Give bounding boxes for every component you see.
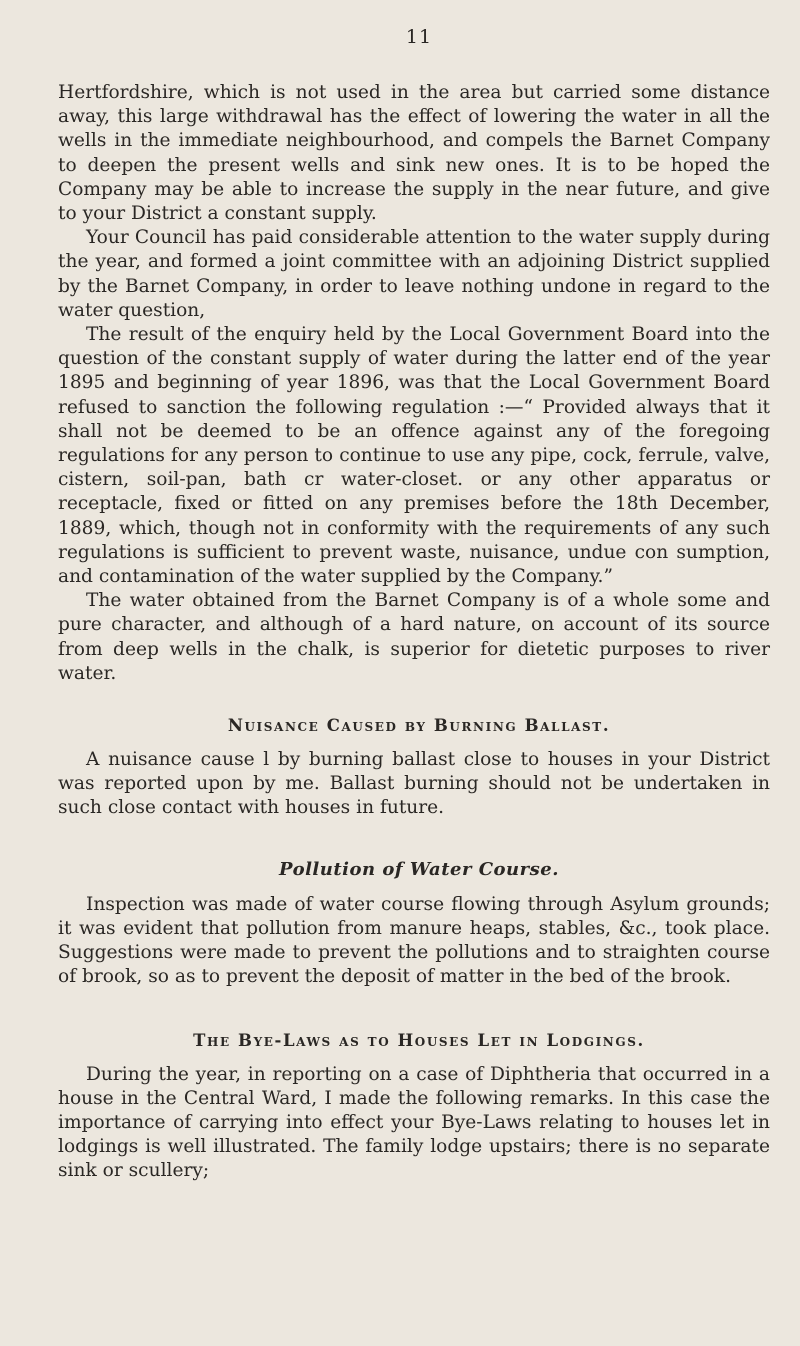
paragraph-burning-ballast: A nuisance cause l by burning ballast close to houses in your District was reported upon by me. Ballast burning should not be undertaken in such close contact with houses in future. [58, 749, 770, 819]
spacer [58, 735, 770, 748]
spacer [58, 821, 770, 859]
spacer [58, 880, 770, 893]
paragraph-barnet-water-quality: The water obtained from the Barnet Company is of a whole some and pure character, and although of a hard nature, on account of its source from deep wells in the chalk, is superior for dietetic purposes to river water. [58, 590, 770, 684]
paragraph-water-course-pollution: Inspection was made of water course flowing through Asylum grounds; it was evident that pollution from manure heaps, stables, &c., took place. Suggestions were made to prevent the pollutions and to straighten course of brook, so as to prevent the deposit of matter in the bed of the brook. [58, 893, 770, 988]
paragraph-council-water-supply: Your Council has paid considerable attention to the water supply during the year, and formed a joint committee with an adjoining District supplied by the Barnet Company, in order to leave nothing undone in regard to the water question, [58, 227, 770, 321]
heading-burning-ballast: Nuisance Caused by Burning Ballast. [227, 716, 611, 736]
paragraph-hertfordshire-wells: Hertfordshire, which is not used in the area but carried some distance away, this large withdrawal has the effect of lowering the water in all the wells in the immediate neighbourhood, and compels the Barnet Company to deepen the present wells and sink new ones. It is to be hoped the Company may be able to increase the supply in the near future, and give to your District a constant supply. [58, 82, 770, 225]
heading-water-course-pollution: Pollution of Water Course. [279, 858, 559, 880]
paragraph-diphtheria-case: During the year, in reporting on a case of Diphtheria that occurred in a house in the Central Ward, I made the following remarks. In this case the importance of carrying into effect your Bye-Laws relating to houses let in lodgings is well illustrated. The family lodge upstairs; there is no separate sink or scullery; [58, 1063, 770, 1182]
paragraph-local-government-board: The result of the enquiry held by the Local Government Board into the question of the constant supply of water during the latter end of the year 1895 and beginning of year 1896, was that the Local Government Board refused to sanction the following regulation :—“ Provided always that it shall not be deemed to be an offence against any of the foregoing regulations for any person to continue to use any pipe, cock, ferrule, valve, cistern, soil-pan, bath cr water-closet. or any other apparatus or receptacle, fixed or fitted on any premises before the 18th December, 1889, which, though not in conformity with the requirements of any such regulations is sufficient to prevent waste, nuisance, undue con sumption, and contamination of the water supplied by the Company.” [58, 324, 770, 588]
spacer [58, 990, 770, 1031]
page-number: 11 [405, 26, 433, 48]
spacer [58, 686, 770, 716]
heading-bye-laws-lodgings: The Bye-Laws as to Houses Let in Lodgings. [193, 1030, 645, 1050]
spacer [58, 1050, 770, 1063]
